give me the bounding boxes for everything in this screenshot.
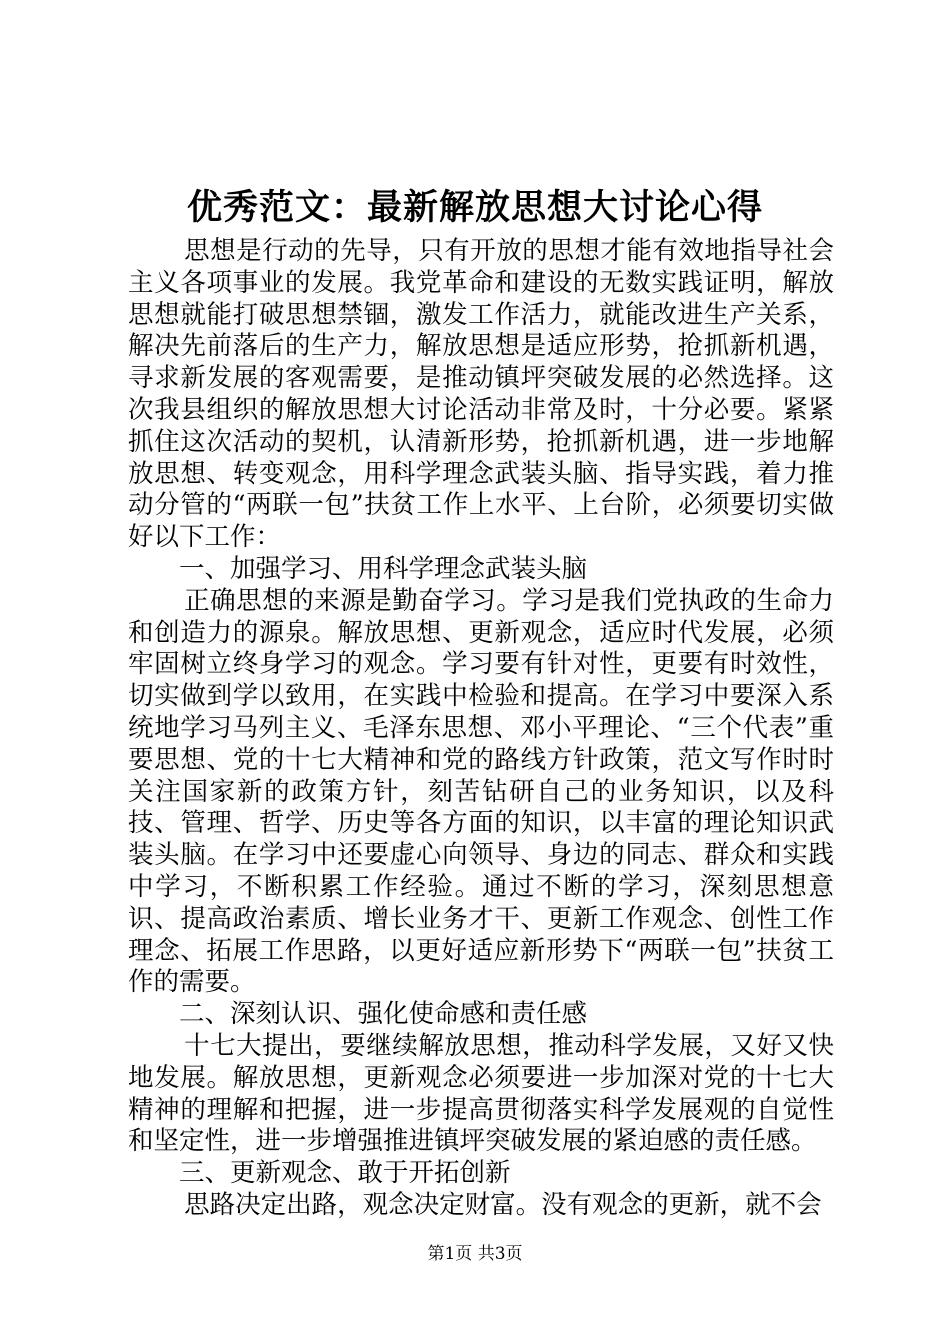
document-body [128,236,834,1222]
body-paragraph: 十七大提出，要继续解放思想，推动科学发展，又好又快地发展。解放思想，更新观念必须要进一步加深对党的十七大精神的理解和把握，进一步提高贯彻落实科学发展观的自觉性和坚定性，进一步增强推进镇坪突破发展的紧迫感的责任感。 [128,1030,834,1157]
body-paragraph: 思路决定出路，观念决定财富。没有观念的更新，就不会 [184,1189,822,1220]
body-paragraph: 思想是行动的先导，只有开放的思想才能有效地指导社会主义各项事业的发展。我党革命和建设的无数实践证明，解放思想就能打破思想禁锢，激发工作活力，就能改进生产关系，解决先前落后的生产力，解放思想是适应形势，抢抓新机遇，寻求新发展的客观需要，是推动镇坪突破发展的必然选择。这次我县组织的解放思想大讨论活动非常及时，十分必要。紧紧抓住这次活动的契机，认清新形势，抢抓新机遇，进一步地解放思想、转变观念，用科学理念武装头脑、指导实践，着力推动分管的“两联一包”扶贫工作上水平、上台阶，必须要切实做好以下工作： [128,236,834,553]
section-heading: 一、加强学习、用科学理念武装头脑 [179,553,588,584]
document-title: 优秀范文：最新解放思想大讨论心得 [186,187,763,228]
section-heading: 二、深刻认识、强化使命感和责任感 [179,999,588,1030]
section-heading: 三、更新观念、敢于开拓创新 [179,1158,511,1189]
body-paragraph: 正确思想的来源是勤奋学习。学习是我们党执政的生命力和创造力的源泉。解放思想、更新观念，适应时代发展，必须牢固树立终身学习的观念。学习要有针对性，更要有时效性，切实做到学以致用，在实践中检验和提高。在学习中要深入系统地学习马列主义、毛泽东思想、邓小平理论、“三个代表”重要思想、党的十七大精神和党的路线方针政策，范文写作时时关注国家新的政策方针，刻苦钻研自己的业务知识，以及科技、管理、哲学、历史等各方面的知识，以丰富的理论知识武装头脑。在学习中还要虚心向领导、身边的同志、群众和实践中学习，不断积累工作经验。通过不断的学习，深刻思想意识、提高政治素质、增长业务才干、更新工作观念、创性工作理念、拓展工作思路，以更好适应新形势下“两联一包”扶贫工作的需要。 [128,585,834,998]
page-footer: 第1页 共3页 [427,1244,523,1264]
